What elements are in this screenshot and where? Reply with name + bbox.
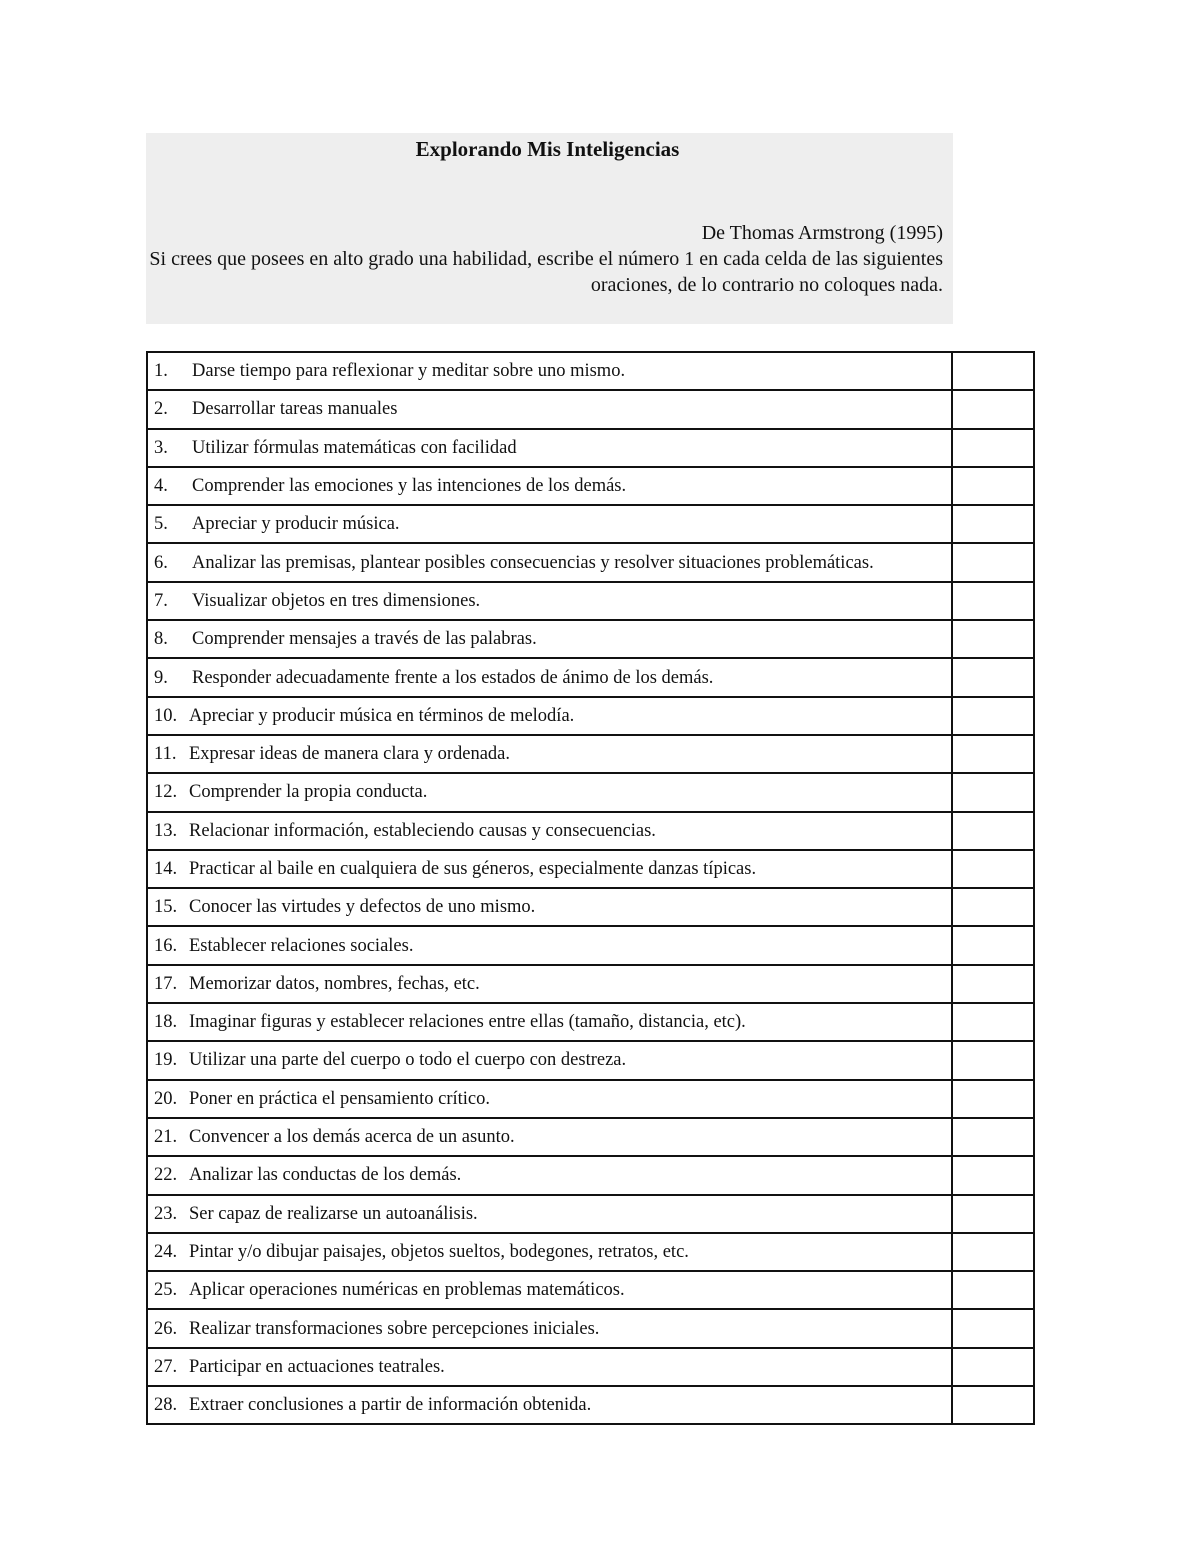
answer-cell[interactable]	[952, 1041, 1034, 1079]
item-text: Extraer conclusiones a partir de información obtenida.	[189, 1395, 592, 1416]
item-text: Analizar las conductas de los demás.	[189, 1165, 462, 1186]
item-number: 3.	[154, 437, 168, 458]
answer-cell[interactable]	[952, 812, 1034, 850]
answer-cell[interactable]	[952, 505, 1034, 543]
answer-cell[interactable]	[952, 965, 1034, 1003]
item-text: Ser capaz de realizarse un autoanálisis.	[189, 1203, 478, 1224]
item-text: Comprender la propia conducta.	[189, 782, 428, 803]
item-text: Comprender las emociones y las intenciones de los demás.	[192, 476, 627, 497]
item-text: Aplicar operaciones numéricas en problemas matemáticos.	[189, 1280, 625, 1301]
table-row	[147, 926, 1034, 964]
item-statement-cell	[147, 352, 952, 390]
answer-cell[interactable]	[952, 1156, 1034, 1194]
answer-cell[interactable]	[952, 582, 1034, 620]
answer-cell[interactable]	[952, 773, 1034, 811]
item-number: 22.	[154, 1165, 178, 1186]
item-statement-cell	[147, 467, 952, 505]
item-number: 5.	[154, 514, 168, 535]
item-number: 11.	[154, 744, 177, 765]
item-statement-cell	[147, 1118, 952, 1156]
item-number: 17.	[154, 973, 178, 994]
item-number: 25.	[154, 1280, 178, 1301]
table-row	[147, 658, 1034, 696]
instructions-text: Si crees que posees en alto grado una habilidad, escribe el número 1 en cada celda de las siguientes oraciones, de lo contrario no coloques nada.	[149, 248, 943, 296]
item-text: Responder adecuadamente frente a los estados de ánimo de los demás.	[192, 667, 714, 688]
item-statement-cell	[147, 620, 952, 658]
item-number: 12.	[154, 782, 178, 803]
table-row	[147, 429, 1034, 467]
item-text: Visualizar objetos en tres dimensiones.	[192, 590, 481, 611]
item-text: Convencer a los demás acerca de un asunto.	[189, 1127, 515, 1148]
answer-cell[interactable]	[952, 658, 1034, 696]
item-text: Poner en práctica el pensamiento crítico.	[189, 1088, 491, 1109]
table-row	[147, 1080, 1034, 1118]
answer-cell[interactable]	[952, 1348, 1034, 1386]
answer-cell[interactable]	[952, 850, 1034, 888]
answer-cell[interactable]	[952, 697, 1034, 735]
item-statement-cell	[147, 697, 952, 735]
item-number: 24.	[154, 1241, 178, 1262]
item-text: Utilizar una parte del cuerpo o todo el cuerpo con destreza.	[189, 1050, 627, 1071]
author-line: De Thomas Armstrong (1995)	[701, 222, 943, 244]
answer-cell[interactable]	[952, 1003, 1034, 1041]
table-row	[147, 697, 1034, 735]
item-statement-cell	[147, 1195, 952, 1233]
table-row	[147, 505, 1034, 543]
item-statement-cell	[147, 658, 952, 696]
table-row	[147, 773, 1034, 811]
item-number: 16.	[154, 935, 178, 956]
table-row	[147, 888, 1034, 926]
table-row	[147, 620, 1034, 658]
item-text: Analizar las premisas, plantear posibles consecuencias y resolver situaciones problemáticas.	[192, 552, 874, 573]
table-row	[147, 1195, 1034, 1233]
item-text: Apreciar y producir música en términos de melodía.	[189, 705, 575, 726]
item-text: Realizar transformaciones sobre percepciones iniciales.	[189, 1318, 600, 1339]
table-row	[147, 1118, 1034, 1156]
item-number: 4.	[154, 476, 168, 497]
item-statement-cell	[147, 735, 952, 773]
table-row	[147, 812, 1034, 850]
table-row	[147, 965, 1034, 1003]
item-text: Desarrollar tareas manuales	[192, 399, 398, 420]
table-row	[147, 735, 1034, 773]
page-title: Explorando Mis Inteligencias	[415, 137, 680, 161]
questionnaire-body	[147, 352, 1034, 1424]
answer-cell[interactable]	[952, 429, 1034, 467]
item-statement-cell	[147, 850, 952, 888]
table-row	[147, 543, 1034, 581]
item-number: 13.	[154, 820, 178, 841]
table-row	[147, 1386, 1034, 1424]
item-statement-cell	[147, 1080, 952, 1118]
item-statement-cell	[147, 505, 952, 543]
item-number: 19.	[154, 1050, 178, 1071]
item-statement-cell	[147, 1386, 952, 1424]
item-number: 27.	[154, 1356, 178, 1377]
item-text: Apreciar y producir música.	[192, 514, 400, 535]
answer-cell[interactable]	[952, 1233, 1034, 1271]
item-statement-cell	[147, 1156, 952, 1194]
table-row	[147, 1309, 1034, 1347]
table-row	[147, 1003, 1034, 1041]
item-number: 28.	[154, 1395, 178, 1416]
table-row	[147, 1348, 1034, 1386]
item-statement-cell	[147, 1041, 952, 1079]
item-text: Utilizar fórmulas matemáticas con facilidad	[192, 437, 517, 458]
table-row	[147, 850, 1034, 888]
item-number: 18.	[154, 1012, 178, 1033]
item-text: Darse tiempo para reflexionar y meditar sobre uno mismo.	[192, 361, 626, 382]
item-number: 10.	[154, 705, 178, 726]
item-number: 14.	[154, 859, 178, 879]
item-statement-cell	[147, 543, 952, 581]
table-row	[147, 1041, 1034, 1079]
item-number: 8.	[154, 629, 168, 650]
item-text: Relacionar información, estableciendo causas y consecuencias.	[189, 820, 656, 841]
item-text: Pintar y/o dibujar paisajes, objetos sueltos, bodegones, retratos, etc.	[189, 1241, 689, 1262]
answer-cell[interactable]	[952, 1195, 1034, 1233]
item-text: Imaginar figuras y establecer relaciones entre ellas (tamaño, distancia, etc).	[189, 1012, 746, 1033]
item-statement-cell	[147, 1348, 952, 1386]
answer-cell[interactable]	[952, 467, 1034, 505]
item-statement-cell	[147, 812, 952, 850]
item-text: Conocer las virtudes y defectos de uno mismo.	[189, 897, 536, 918]
item-number: 6.	[154, 552, 168, 573]
questionnaire-table	[146, 351, 1035, 1425]
item-text: Comprender mensajes a través de las palabras.	[192, 629, 537, 650]
answer-cell[interactable]	[952, 1080, 1034, 1118]
item-statement-cell	[147, 1309, 952, 1347]
item-number: 9.	[154, 667, 168, 688]
item-number: 1.	[154, 361, 168, 382]
item-text: Memorizar datos, nombres, fechas, etc.	[189, 973, 480, 994]
answer-cell[interactable]	[952, 352, 1034, 390]
item-text: Expresar ideas de manera clara y ordenada.	[189, 744, 511, 765]
item-statement-cell	[147, 1233, 952, 1271]
answer-cell[interactable]	[952, 390, 1034, 428]
table-row	[147, 1233, 1034, 1271]
answer-cell[interactable]	[952, 1386, 1034, 1424]
item-text: Practicar al baile en cualquiera de sus géneros, especialmente danzas típicas.	[189, 859, 757, 879]
item-number: 21.	[154, 1127, 178, 1148]
item-statement-cell	[147, 1003, 952, 1041]
answer-cell[interactable]	[952, 1118, 1034, 1156]
item-statement-cell	[147, 773, 952, 811]
answer-cell[interactable]	[952, 735, 1034, 773]
item-number: 20.	[154, 1088, 178, 1109]
answer-cell[interactable]	[952, 543, 1034, 581]
item-number: 23.	[154, 1203, 178, 1224]
answer-cell[interactable]	[952, 1309, 1034, 1347]
item-statement-cell	[147, 429, 952, 467]
item-statement-cell	[147, 888, 952, 926]
item-text: Establecer relaciones sociales.	[189, 935, 414, 956]
item-number: 26.	[154, 1318, 178, 1339]
item-statement-cell	[147, 965, 952, 1003]
table-row	[147, 467, 1034, 505]
answer-cell[interactable]	[952, 620, 1034, 658]
item-number: 2.	[154, 399, 168, 420]
table-row	[147, 1271, 1034, 1309]
answer-cell[interactable]	[952, 1271, 1034, 1309]
table-row	[147, 352, 1034, 390]
table-row	[147, 390, 1034, 428]
item-number: 15.	[154, 897, 178, 918]
item-number: 7.	[154, 590, 168, 611]
item-statement-cell	[147, 926, 952, 964]
table-row	[147, 1156, 1034, 1194]
item-statement-cell	[147, 1271, 952, 1309]
item-statement-cell	[147, 582, 952, 620]
item-statement-cell	[147, 390, 952, 428]
answer-cell[interactable]	[952, 926, 1034, 964]
table-row	[147, 582, 1034, 620]
answer-cell[interactable]	[952, 888, 1034, 926]
item-text: Participar en actuaciones teatrales.	[189, 1356, 445, 1377]
